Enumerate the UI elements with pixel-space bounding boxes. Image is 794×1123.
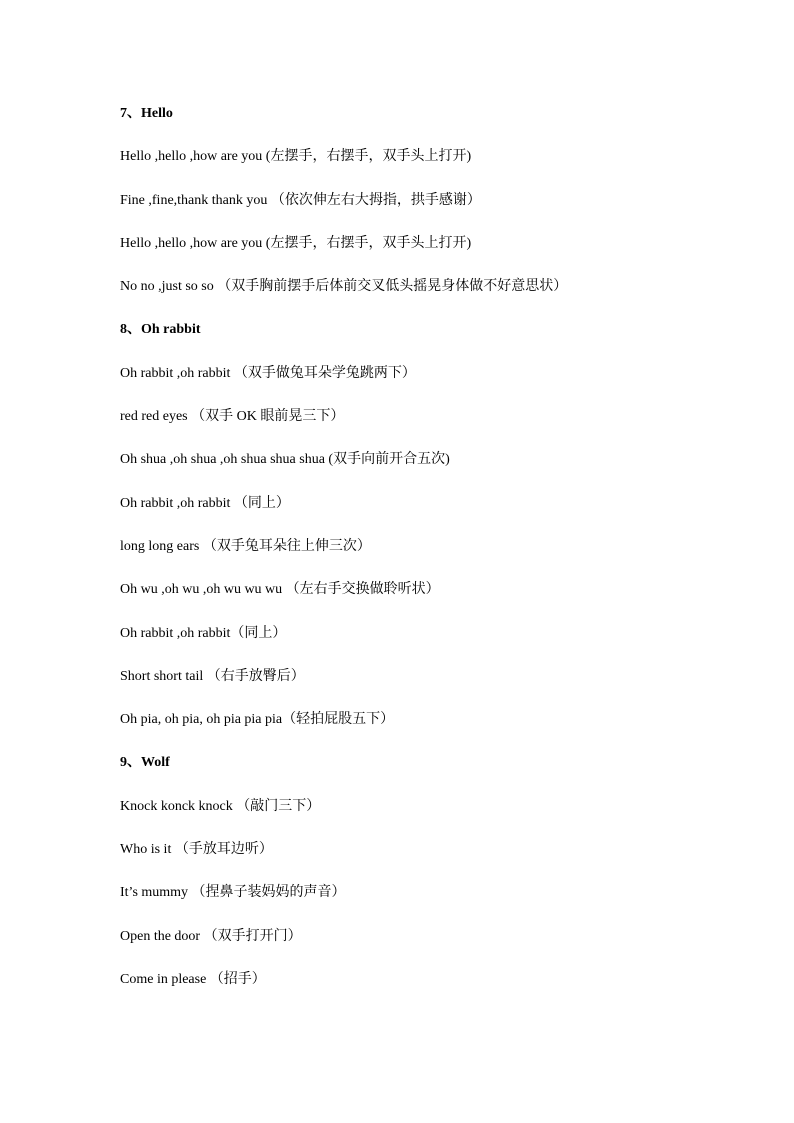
lyric-line: Oh pia, oh pia, oh pia pia pia（轻拍屁股五下） xyxy=(120,712,395,728)
lyric-line: Oh wu ,oh wu ,oh wu wu wu （左右手交换做聆听状） xyxy=(120,582,440,598)
section-heading-oh-rabbit: 8、Oh rabbit xyxy=(120,322,201,338)
lyric-line: Oh shua ,oh shua ,oh shua shua shua (双手向前开合五次) xyxy=(120,452,450,468)
lyric-line: Hello ,hello ,how are you (左摆手，右摆手，双手头上打开) xyxy=(120,235,472,251)
section-heading-hello: 7、Hello xyxy=(120,106,173,121)
lyric-line: Oh rabbit ,oh rabbit （同上） xyxy=(120,495,290,511)
section-heading-wolf: 9、Wolf xyxy=(120,755,170,771)
lyric-line: Open the door （双手打开门） xyxy=(120,928,302,944)
lyric-line: long long ears （双手兔耳朵往上伸三次） xyxy=(120,538,371,554)
lyric-line: Short short tail （右手放臀后） xyxy=(120,668,305,684)
document-body xyxy=(120,104,720,1013)
lyric-line: red red eyes （双手 OK 眼前晃三下） xyxy=(120,409,345,425)
lyric-line: No no ,just so so （双手胸前摆手后体前交叉低头摇晃身体做不好意思状） xyxy=(120,279,568,295)
lyric-line: Who is it （手放耳边听） xyxy=(120,842,273,858)
lyric-line: Oh rabbit ,oh rabbit （双手做兔耳朵学兔跳两下） xyxy=(120,365,416,381)
lyric-line: Knock konck knock （敲门三下） xyxy=(120,798,321,814)
lyric-line: Fine ,fine,thank thank you （依次伸左右大拇指，拱手感谢） xyxy=(120,192,481,208)
lyric-line: Oh rabbit ,oh rabbit（同上） xyxy=(120,625,287,641)
lyric-line: It’s mummy （捏鼻子装妈妈的声音） xyxy=(120,885,346,901)
lyric-line: Come in please （招手） xyxy=(120,971,266,987)
lyric-line: Hello ,hello ,how are you (左摆手，右摆手，双手头上打开) xyxy=(120,149,472,165)
